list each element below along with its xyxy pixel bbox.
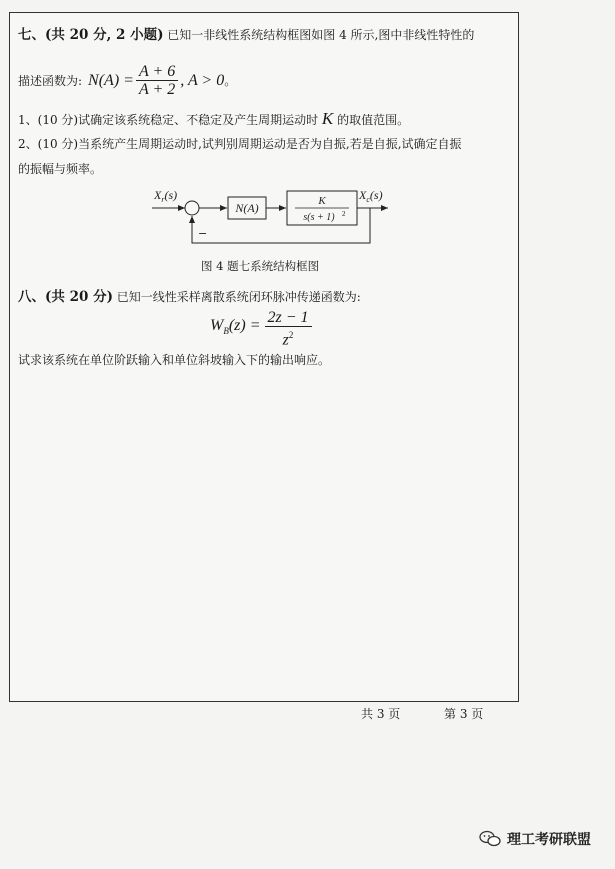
q8-fraction [265, 309, 312, 348]
q7-item1 [18, 110, 409, 129]
plant-numerator: K [318, 195, 326, 207]
q7-condition-end: 。 [224, 73, 237, 88]
input-label: $X_r(s)$ [154, 188, 178, 204]
q8-lhs: $W_B(z)$ = [210, 317, 261, 337]
q7-item2-line2: 的振幅与频率。 [18, 162, 103, 176]
chat-bubble-icon [479, 830, 501, 848]
q8-transfer-function [210, 309, 314, 348]
q7-item1-text: 1、(10 分)试确定该系统稳定、不稳定及产生周期运动时 [18, 113, 319, 127]
q7-describing-function [18, 63, 236, 98]
watermark [479, 829, 591, 849]
q7-line1 [18, 27, 474, 43]
feedback-minus-sign: − [198, 227, 208, 240]
q7-fraction [136, 63, 178, 98]
q7-item1-k: K [321, 109, 334, 128]
q8-title: 八、(共 20 分) [18, 289, 113, 305]
exam-page [9, 12, 519, 702]
page-number: 第 3 页 [444, 707, 484, 721]
q7-item2-line1: 2、(10 分)当系统产生周期运动时,试判别周期运动是否为自振,若是自振,试确定自振 [18, 137, 462, 151]
summing-junction [185, 201, 199, 215]
page-total: 共 3 页 [361, 707, 401, 721]
plant-denominator: s(s + 1) [303, 212, 335, 223]
q7-lhs: N(A) = [88, 71, 134, 89]
watermark-text: 理工考研联盟 [507, 832, 591, 848]
nonlinear-block-label: N(A) [235, 201, 259, 215]
q7-numerator: A + 6 [136, 63, 178, 81]
q7-item1-end: 的取值范围。 [337, 113, 410, 127]
block-diagram [130, 185, 390, 253]
q8-numerator: 2z − 1 [265, 309, 312, 327]
q8-task: 试求该系统在单位阶跃输入和单位斜坡输入下的输出响应。 [18, 353, 331, 367]
output-label: $X_c(s)$ [359, 188, 383, 204]
q7-condition: , A > 0 [180, 71, 225, 89]
figure-caption: 图 4 题七系统结构框图 [201, 259, 320, 273]
q7-desc-prefix: 描述函数为: [18, 73, 83, 88]
q8-line1 [18, 289, 361, 305]
q7-title: 七、(共 20 分, 2 小题) [18, 27, 164, 43]
q8-intro: 已知一线性采样离散系统闭环脉冲传递函数为: [116, 290, 361, 304]
q8-denominator: $z^2$ [282, 330, 294, 349]
plant-denominator-exponent: 2 [342, 210, 346, 218]
q7-intro: 已知一非线性系统结构框图如图 4 所示,图中非线性特性的 [167, 28, 475, 42]
q7-denominator: A + 2 [138, 81, 176, 98]
